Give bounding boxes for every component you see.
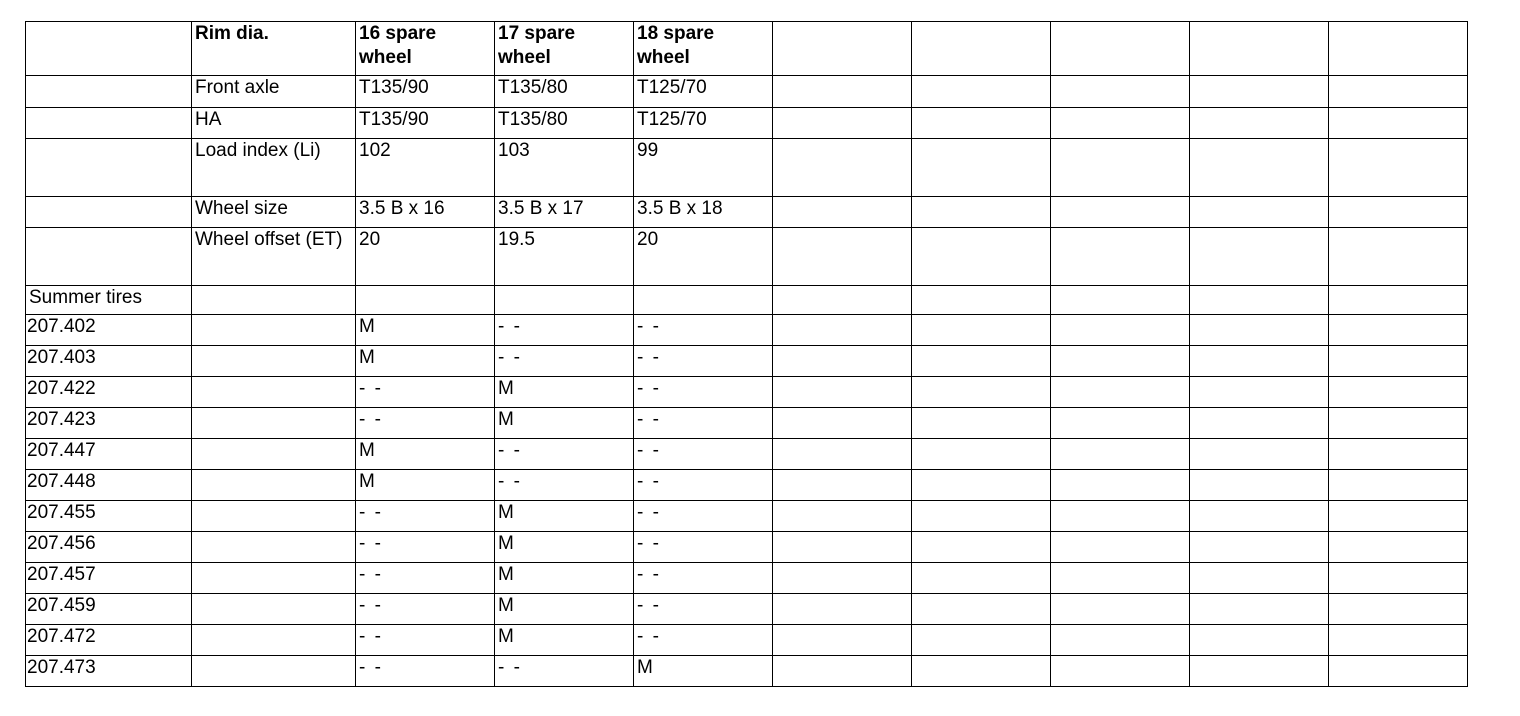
fitment-value-17: M bbox=[495, 408, 634, 439]
fitment-value-16: - - bbox=[356, 377, 495, 408]
empty-cell bbox=[192, 656, 356, 687]
empty-cell bbox=[192, 439, 356, 470]
fitment-value-17: - - bbox=[495, 470, 634, 501]
empty-cell bbox=[192, 377, 356, 408]
empty-cell bbox=[773, 139, 912, 197]
empty-cell bbox=[1329, 197, 1468, 228]
spec-value-18: 20 bbox=[634, 228, 773, 286]
empty-cell bbox=[912, 139, 1051, 197]
header-18-spare-wheel: 18 spare wheel bbox=[634, 22, 773, 76]
header-16-spare-wheel: 16 spare wheel bbox=[356, 22, 495, 76]
empty-cell bbox=[912, 532, 1051, 563]
empty-cell bbox=[192, 532, 356, 563]
empty-cell bbox=[1051, 470, 1190, 501]
fitment-value-18: - - bbox=[634, 501, 773, 532]
empty-cell bbox=[1329, 22, 1468, 76]
fitment-value-16: - - bbox=[356, 625, 495, 656]
empty-cell bbox=[26, 139, 192, 197]
spec-label: Wheel offset (ET) bbox=[192, 228, 356, 286]
model-number: 207.447 bbox=[26, 439, 192, 470]
empty-cell bbox=[1329, 470, 1468, 501]
fitment-value-17: M bbox=[495, 377, 634, 408]
empty-cell bbox=[1051, 197, 1190, 228]
fitment-value-18: - - bbox=[634, 563, 773, 594]
empty-cell bbox=[1051, 315, 1190, 346]
model-number: 207.455 bbox=[26, 501, 192, 532]
empty-cell bbox=[912, 470, 1051, 501]
empty-cell bbox=[773, 563, 912, 594]
fitment-value-17: - - bbox=[495, 439, 634, 470]
empty-cell bbox=[1051, 501, 1190, 532]
spec-value-16: T135/90 bbox=[356, 108, 495, 139]
spec-value-16: 20 bbox=[356, 228, 495, 286]
fitment-value-17: M bbox=[495, 532, 634, 563]
fitment-value-16: - - bbox=[356, 501, 495, 532]
empty-cell bbox=[192, 594, 356, 625]
spec-row bbox=[26, 108, 1468, 139]
empty-cell bbox=[912, 408, 1051, 439]
spec-value-18: T125/70 bbox=[634, 76, 773, 108]
model-number: 207.403 bbox=[26, 346, 192, 377]
empty-cell bbox=[1051, 286, 1190, 315]
empty-cell bbox=[1190, 656, 1329, 687]
empty-cell bbox=[773, 197, 912, 228]
empty-cell bbox=[1051, 594, 1190, 625]
empty-cell bbox=[1051, 346, 1190, 377]
header-row bbox=[26, 22, 1468, 76]
empty-cell bbox=[773, 346, 912, 377]
fitment-value-16: - - bbox=[356, 563, 495, 594]
empty-cell bbox=[912, 439, 1051, 470]
empty-cell bbox=[773, 625, 912, 656]
empty-cell bbox=[1051, 108, 1190, 139]
empty-cell bbox=[1190, 532, 1329, 563]
empty-cell bbox=[773, 408, 912, 439]
empty-cell bbox=[1329, 439, 1468, 470]
fitment-value-16: M bbox=[356, 439, 495, 470]
empty-cell bbox=[912, 22, 1051, 76]
model-number: 207.459 bbox=[26, 594, 192, 625]
empty-cell bbox=[1051, 228, 1190, 286]
empty-cell bbox=[1051, 408, 1190, 439]
empty-cell bbox=[1190, 76, 1329, 108]
empty-cell bbox=[1051, 563, 1190, 594]
empty-cell bbox=[1190, 470, 1329, 501]
table-row bbox=[26, 408, 1468, 439]
spec-row bbox=[26, 76, 1468, 108]
empty-cell bbox=[912, 315, 1051, 346]
empty-cell bbox=[912, 625, 1051, 656]
empty-cell bbox=[773, 532, 912, 563]
empty-cell bbox=[192, 625, 356, 656]
empty-cell bbox=[1190, 501, 1329, 532]
header-17-spare-wheel: 17 spare wheel bbox=[495, 22, 634, 76]
empty-cell bbox=[26, 76, 192, 108]
empty-cell bbox=[192, 563, 356, 594]
fitment-value-18: - - bbox=[634, 346, 773, 377]
spec-row bbox=[26, 139, 1468, 197]
spec-value-17: 19.5 bbox=[495, 228, 634, 286]
fitment-value-18: - - bbox=[634, 377, 773, 408]
empty-cell bbox=[1329, 625, 1468, 656]
table-row bbox=[26, 501, 1468, 532]
empty-cell bbox=[773, 22, 912, 76]
table-row bbox=[26, 315, 1468, 346]
empty-cell bbox=[1190, 625, 1329, 656]
empty-cell bbox=[773, 377, 912, 408]
table-row bbox=[26, 532, 1468, 563]
empty-cell bbox=[1329, 228, 1468, 286]
spec-label: HA bbox=[192, 108, 356, 139]
model-number: 207.423 bbox=[26, 408, 192, 439]
fitment-value-17: - - bbox=[495, 315, 634, 346]
fitment-value-16: - - bbox=[356, 408, 495, 439]
fitment-value-16: M bbox=[356, 346, 495, 377]
table-row bbox=[26, 656, 1468, 687]
empty-cell bbox=[1329, 139, 1468, 197]
empty-cell bbox=[773, 108, 912, 139]
empty-cell bbox=[26, 197, 192, 228]
empty-cell bbox=[1329, 532, 1468, 563]
fitment-value-17: - - bbox=[495, 656, 634, 687]
empty-cell bbox=[912, 377, 1051, 408]
empty-cell bbox=[192, 501, 356, 532]
empty-cell bbox=[912, 501, 1051, 532]
fitment-value-18: - - bbox=[634, 625, 773, 656]
spare-wheel-table bbox=[25, 21, 1468, 687]
section-label: Summer tires bbox=[26, 286, 192, 315]
model-number: 207.456 bbox=[26, 532, 192, 563]
section-row bbox=[26, 286, 1468, 315]
spec-value-18: 3.5 B x 18 bbox=[634, 197, 773, 228]
spec-value-17: 103 bbox=[495, 139, 634, 197]
empty-cell bbox=[1051, 377, 1190, 408]
empty-cell bbox=[1329, 594, 1468, 625]
empty-cell bbox=[1051, 139, 1190, 197]
empty-cell bbox=[773, 656, 912, 687]
model-number: 207.472 bbox=[26, 625, 192, 656]
table-row bbox=[26, 470, 1468, 501]
fitment-value-16: - - bbox=[356, 594, 495, 625]
fitment-value-16: - - bbox=[356, 656, 495, 687]
fitment-value-18: - - bbox=[634, 470, 773, 501]
table-row bbox=[26, 563, 1468, 594]
empty-cell bbox=[1190, 286, 1329, 315]
spec-row bbox=[26, 197, 1468, 228]
empty-cell bbox=[773, 286, 912, 315]
empty-cell bbox=[1190, 439, 1329, 470]
empty-cell bbox=[1329, 501, 1468, 532]
empty-cell bbox=[192, 346, 356, 377]
empty-cell bbox=[773, 594, 912, 625]
fitment-value-18: - - bbox=[634, 408, 773, 439]
empty-cell bbox=[773, 228, 912, 286]
empty-cell bbox=[1190, 408, 1329, 439]
header-rim-dia: Rim dia. bbox=[192, 22, 356, 76]
empty-cell bbox=[912, 286, 1051, 315]
empty-cell bbox=[634, 286, 773, 315]
spec-value-17: T135/80 bbox=[495, 76, 634, 108]
empty-cell bbox=[356, 286, 495, 315]
empty-cell bbox=[1051, 656, 1190, 687]
empty-cell bbox=[192, 315, 356, 346]
spec-value-18: 99 bbox=[634, 139, 773, 197]
empty-cell bbox=[1329, 563, 1468, 594]
empty-cell bbox=[1051, 625, 1190, 656]
empty-cell bbox=[1051, 22, 1190, 76]
table-row bbox=[26, 346, 1468, 377]
empty-cell bbox=[192, 470, 356, 501]
fitment-value-17: M bbox=[495, 563, 634, 594]
empty-cell bbox=[1190, 228, 1329, 286]
fitment-value-16: M bbox=[356, 470, 495, 501]
fitment-value-18: - - bbox=[634, 532, 773, 563]
empty-cell bbox=[1190, 563, 1329, 594]
fitment-value-16: M bbox=[356, 315, 495, 346]
spec-label: Wheel size bbox=[192, 197, 356, 228]
empty-cell bbox=[1190, 197, 1329, 228]
spec-row bbox=[26, 228, 1468, 286]
model-number: 207.457 bbox=[26, 563, 192, 594]
model-number: 207.448 bbox=[26, 470, 192, 501]
fitment-value-17: M bbox=[495, 625, 634, 656]
fitment-value-18: - - bbox=[634, 439, 773, 470]
fitment-value-17: M bbox=[495, 501, 634, 532]
table-row bbox=[26, 594, 1468, 625]
fitment-value-16: - - bbox=[356, 532, 495, 563]
empty-cell bbox=[773, 76, 912, 108]
empty-cell bbox=[1051, 439, 1190, 470]
empty-cell bbox=[1190, 315, 1329, 346]
empty-cell bbox=[912, 563, 1051, 594]
empty-cell bbox=[773, 470, 912, 501]
empty-cell bbox=[912, 76, 1051, 108]
empty-cell bbox=[26, 108, 192, 139]
empty-cell bbox=[773, 315, 912, 346]
spec-value-17: T135/80 bbox=[495, 108, 634, 139]
empty-cell bbox=[495, 286, 634, 315]
empty-cell bbox=[1329, 76, 1468, 108]
model-number: 207.422 bbox=[26, 377, 192, 408]
empty-cell bbox=[1051, 532, 1190, 563]
spec-value-18: T125/70 bbox=[634, 108, 773, 139]
empty-cell bbox=[912, 594, 1051, 625]
table-row bbox=[26, 439, 1468, 470]
empty-cell bbox=[192, 286, 356, 315]
fitment-value-18: M bbox=[634, 656, 773, 687]
empty-cell bbox=[1329, 286, 1468, 315]
empty-cell bbox=[1329, 408, 1468, 439]
empty-cell bbox=[1190, 108, 1329, 139]
spec-value-17: 3.5 B x 17 bbox=[495, 197, 634, 228]
empty-cell bbox=[1329, 315, 1468, 346]
table-row bbox=[26, 377, 1468, 408]
empty-cell bbox=[1329, 377, 1468, 408]
empty-cell bbox=[773, 501, 912, 532]
empty-cell bbox=[1190, 22, 1329, 76]
empty-cell bbox=[1190, 377, 1329, 408]
model-number: 207.473 bbox=[26, 656, 192, 687]
empty-cell bbox=[912, 197, 1051, 228]
empty-cell bbox=[1051, 76, 1190, 108]
spec-value-16: T135/90 bbox=[356, 76, 495, 108]
empty-cell bbox=[1190, 594, 1329, 625]
empty-cell bbox=[1329, 656, 1468, 687]
empty-cell bbox=[912, 656, 1051, 687]
empty-cell bbox=[912, 346, 1051, 377]
model-number: 207.402 bbox=[26, 315, 192, 346]
spec-value-16: 3.5 B x 16 bbox=[356, 197, 495, 228]
spec-label: Front axle bbox=[192, 76, 356, 108]
fitment-value-17: M bbox=[495, 594, 634, 625]
empty-cell bbox=[1190, 346, 1329, 377]
fitment-value-17: - - bbox=[495, 346, 634, 377]
empty-cell bbox=[1190, 139, 1329, 197]
empty-cell bbox=[26, 228, 192, 286]
spec-value-16: 102 bbox=[356, 139, 495, 197]
empty-cell bbox=[912, 108, 1051, 139]
header-empty-cell bbox=[26, 22, 192, 76]
table-row bbox=[26, 625, 1468, 656]
empty-cell bbox=[1329, 108, 1468, 139]
fitment-value-18: - - bbox=[634, 594, 773, 625]
fitment-value-18: - - bbox=[634, 315, 773, 346]
empty-cell bbox=[912, 228, 1051, 286]
spec-label: Load index (Li) bbox=[192, 139, 356, 197]
empty-cell bbox=[773, 439, 912, 470]
empty-cell bbox=[1329, 346, 1468, 377]
empty-cell bbox=[192, 408, 356, 439]
